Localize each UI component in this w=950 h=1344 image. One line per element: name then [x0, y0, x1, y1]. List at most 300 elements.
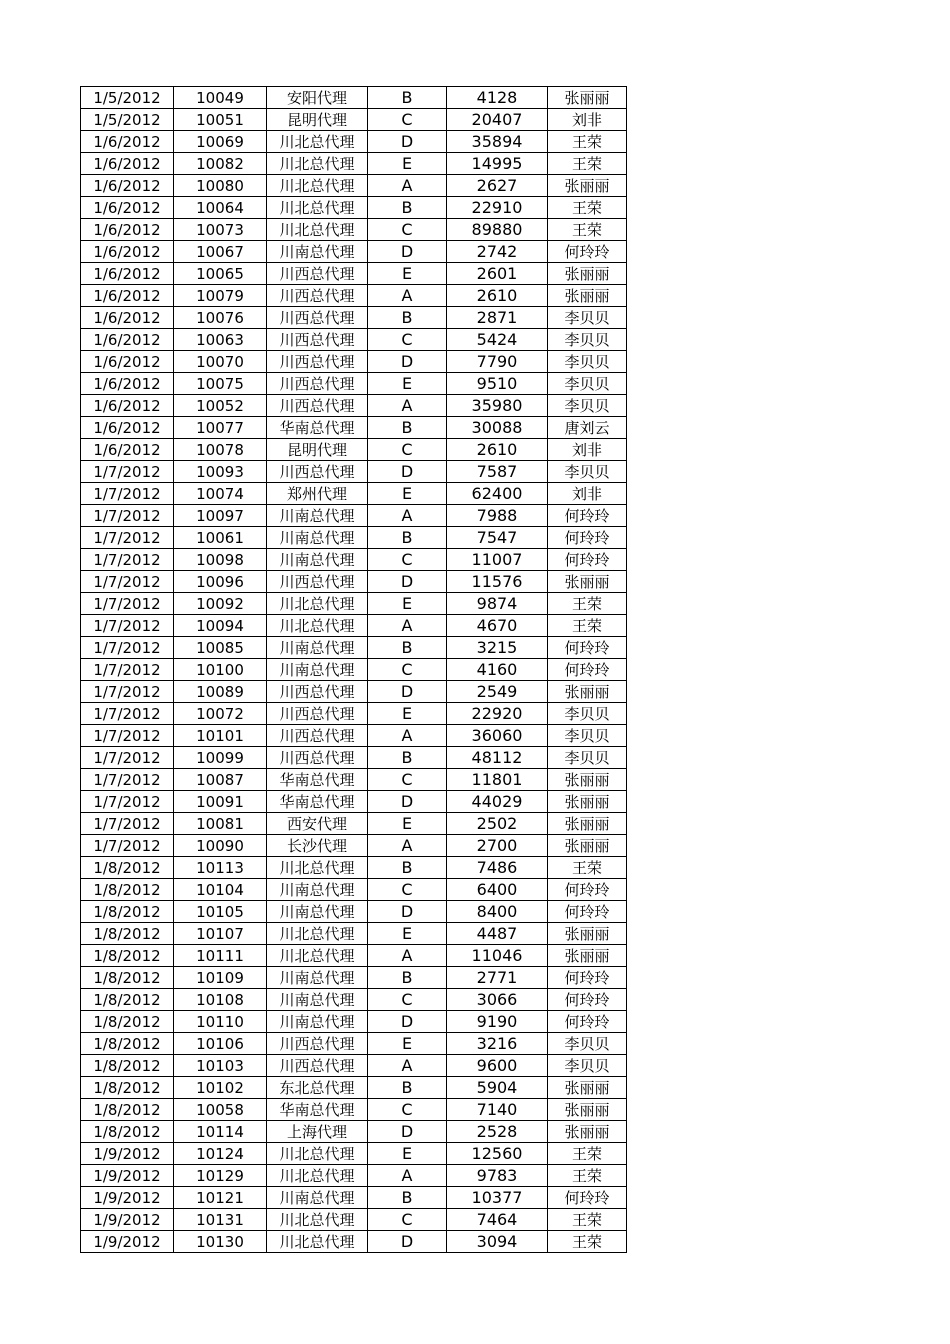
- grade-cell[interactable]: A: [368, 175, 447, 197]
- date-cell[interactable]: 1/8/2012: [81, 1077, 174, 1099]
- date-cell[interactable]: 1/8/2012: [81, 879, 174, 901]
- salesperson-cell[interactable]: 李贝贝: [548, 329, 627, 351]
- agent-cell[interactable]: 昆明代理: [267, 109, 368, 131]
- date-cell[interactable]: 1/9/2012: [81, 1165, 174, 1187]
- salesperson-cell[interactable]: 张丽丽: [548, 1077, 627, 1099]
- date-cell[interactable]: 1/8/2012: [81, 967, 174, 989]
- salesperson-cell[interactable]: 张丽丽: [548, 813, 627, 835]
- salesperson-cell[interactable]: 张丽丽: [548, 681, 627, 703]
- salesperson-cell[interactable]: 何玲玲: [548, 1011, 627, 1033]
- grade-cell[interactable]: E: [368, 373, 447, 395]
- order-id-cell[interactable]: 10087: [174, 769, 267, 791]
- amount-cell[interactable]: 4128: [447, 87, 548, 109]
- amount-cell[interactable]: 3215: [447, 637, 548, 659]
- grade-cell[interactable]: B: [368, 747, 447, 769]
- grade-cell[interactable]: D: [368, 1011, 447, 1033]
- agent-cell[interactable]: 川南总代理: [267, 241, 368, 263]
- agent-cell[interactable]: 上海代理: [267, 1121, 368, 1143]
- amount-cell[interactable]: 14995: [447, 153, 548, 175]
- grade-cell[interactable]: A: [368, 285, 447, 307]
- salesperson-cell[interactable]: 王荣: [548, 1143, 627, 1165]
- amount-cell[interactable]: 2627: [447, 175, 548, 197]
- date-cell[interactable]: 1/6/2012: [81, 417, 174, 439]
- salesperson-cell[interactable]: 张丽丽: [548, 1121, 627, 1143]
- date-cell[interactable]: 1/6/2012: [81, 241, 174, 263]
- order-id-cell[interactable]: 10099: [174, 747, 267, 769]
- amount-cell[interactable]: 2502: [447, 813, 548, 835]
- agent-cell[interactable]: 长沙代理: [267, 835, 368, 857]
- order-id-cell[interactable]: 10102: [174, 1077, 267, 1099]
- date-cell[interactable]: 1/8/2012: [81, 1011, 174, 1033]
- grade-cell[interactable]: E: [368, 703, 447, 725]
- salesperson-cell[interactable]: 张丽丽: [548, 769, 627, 791]
- date-cell[interactable]: 1/7/2012: [81, 725, 174, 747]
- agent-cell[interactable]: 川西总代理: [267, 571, 368, 593]
- salesperson-cell[interactable]: 王荣: [548, 1231, 627, 1253]
- agent-cell[interactable]: 川西总代理: [267, 307, 368, 329]
- amount-cell[interactable]: 36060: [447, 725, 548, 747]
- agent-cell[interactable]: 川西总代理: [267, 395, 368, 417]
- salesperson-cell[interactable]: 王荣: [548, 219, 627, 241]
- amount-cell[interactable]: 9874: [447, 593, 548, 615]
- grade-cell[interactable]: E: [368, 813, 447, 835]
- order-id-cell[interactable]: 10064: [174, 197, 267, 219]
- salesperson-cell[interactable]: 王荣: [548, 1165, 627, 1187]
- agent-cell[interactable]: 川南总代理: [267, 879, 368, 901]
- grade-cell[interactable]: E: [368, 923, 447, 945]
- amount-cell[interactable]: 7464: [447, 1209, 548, 1231]
- salesperson-cell[interactable]: 刘非: [548, 439, 627, 461]
- amount-cell[interactable]: 9190: [447, 1011, 548, 1033]
- grade-cell[interactable]: B: [368, 857, 447, 879]
- grade-cell[interactable]: B: [368, 417, 447, 439]
- date-cell[interactable]: 1/8/2012: [81, 1121, 174, 1143]
- date-cell[interactable]: 1/7/2012: [81, 813, 174, 835]
- agent-cell[interactable]: 川北总代理: [267, 131, 368, 153]
- grade-cell[interactable]: D: [368, 351, 447, 373]
- agent-cell[interactable]: 昆明代理: [267, 439, 368, 461]
- amount-cell[interactable]: 62400: [447, 483, 548, 505]
- grade-cell[interactable]: A: [368, 505, 447, 527]
- order-id-cell[interactable]: 10109: [174, 967, 267, 989]
- order-id-cell[interactable]: 10074: [174, 483, 267, 505]
- grade-cell[interactable]: D: [368, 791, 447, 813]
- date-cell[interactable]: 1/7/2012: [81, 461, 174, 483]
- date-cell[interactable]: 1/9/2012: [81, 1187, 174, 1209]
- date-cell[interactable]: 1/6/2012: [81, 373, 174, 395]
- salesperson-cell[interactable]: 王荣: [548, 197, 627, 219]
- order-id-cell[interactable]: 10101: [174, 725, 267, 747]
- order-id-cell[interactable]: 10077: [174, 417, 267, 439]
- amount-cell[interactable]: 2610: [447, 439, 548, 461]
- order-id-cell[interactable]: 10082: [174, 153, 267, 175]
- salesperson-cell[interactable]: 张丽丽: [548, 835, 627, 857]
- grade-cell[interactable]: D: [368, 461, 447, 483]
- amount-cell[interactable]: 3216: [447, 1033, 548, 1055]
- salesperson-cell[interactable]: 何玲玲: [548, 967, 627, 989]
- salesperson-cell[interactable]: 王荣: [548, 153, 627, 175]
- amount-cell[interactable]: 11801: [447, 769, 548, 791]
- salesperson-cell[interactable]: 刘非: [548, 483, 627, 505]
- agent-cell[interactable]: 川北总代理: [267, 175, 368, 197]
- order-id-cell[interactable]: 10097: [174, 505, 267, 527]
- date-cell[interactable]: 1/6/2012: [81, 175, 174, 197]
- grade-cell[interactable]: D: [368, 241, 447, 263]
- date-cell[interactable]: 1/6/2012: [81, 263, 174, 285]
- amount-cell[interactable]: 9600: [447, 1055, 548, 1077]
- grade-cell[interactable]: E: [368, 593, 447, 615]
- grade-cell[interactable]: C: [368, 769, 447, 791]
- date-cell[interactable]: 1/8/2012: [81, 1033, 174, 1055]
- order-id-cell[interactable]: 10089: [174, 681, 267, 703]
- agent-cell[interactable]: 川南总代理: [267, 967, 368, 989]
- amount-cell[interactable]: 7988: [447, 505, 548, 527]
- amount-cell[interactable]: 2771: [447, 967, 548, 989]
- salesperson-cell[interactable]: 何玲玲: [548, 1187, 627, 1209]
- order-id-cell[interactable]: 10075: [174, 373, 267, 395]
- salesperson-cell[interactable]: 张丽丽: [548, 571, 627, 593]
- agent-cell[interactable]: 川西总代理: [267, 263, 368, 285]
- salesperson-cell[interactable]: 何玲玲: [548, 241, 627, 263]
- order-id-cell[interactable]: 10067: [174, 241, 267, 263]
- order-id-cell[interactable]: 10076: [174, 307, 267, 329]
- agent-cell[interactable]: 川北总代理: [267, 923, 368, 945]
- grade-cell[interactable]: D: [368, 131, 447, 153]
- grade-cell[interactable]: A: [368, 615, 447, 637]
- agent-cell[interactable]: 川北总代理: [267, 219, 368, 241]
- amount-cell[interactable]: 89880: [447, 219, 548, 241]
- amount-cell[interactable]: 35894: [447, 131, 548, 153]
- amount-cell[interactable]: 20407: [447, 109, 548, 131]
- date-cell[interactable]: 1/9/2012: [81, 1209, 174, 1231]
- agent-cell[interactable]: 川西总代理: [267, 373, 368, 395]
- salesperson-cell[interactable]: 张丽丽: [548, 87, 627, 109]
- agent-cell[interactable]: 西安代理: [267, 813, 368, 835]
- amount-cell[interactable]: 48112: [447, 747, 548, 769]
- order-id-cell[interactable]: 10104: [174, 879, 267, 901]
- amount-cell[interactable]: 9783: [447, 1165, 548, 1187]
- amount-cell[interactable]: 11007: [447, 549, 548, 571]
- order-id-cell[interactable]: 10072: [174, 703, 267, 725]
- order-id-cell[interactable]: 10094: [174, 615, 267, 637]
- amount-cell[interactable]: 7140: [447, 1099, 548, 1121]
- order-id-cell[interactable]: 10096: [174, 571, 267, 593]
- order-id-cell[interactable]: 10124: [174, 1143, 267, 1165]
- agent-cell[interactable]: 川西总代理: [267, 703, 368, 725]
- date-cell[interactable]: 1/6/2012: [81, 219, 174, 241]
- agent-cell[interactable]: 川西总代理: [267, 681, 368, 703]
- agent-cell[interactable]: 华南总代理: [267, 791, 368, 813]
- agent-cell[interactable]: 川西总代理: [267, 461, 368, 483]
- grade-cell[interactable]: C: [368, 109, 447, 131]
- salesperson-cell[interactable]: 何玲玲: [548, 505, 627, 527]
- salesperson-cell[interactable]: 何玲玲: [548, 549, 627, 571]
- agent-cell[interactable]: 川南总代理: [267, 901, 368, 923]
- date-cell[interactable]: 1/5/2012: [81, 109, 174, 131]
- date-cell[interactable]: 1/8/2012: [81, 945, 174, 967]
- grade-cell[interactable]: B: [368, 307, 447, 329]
- amount-cell[interactable]: 9510: [447, 373, 548, 395]
- grade-cell[interactable]: B: [368, 197, 447, 219]
- grade-cell[interactable]: A: [368, 395, 447, 417]
- date-cell[interactable]: 1/7/2012: [81, 571, 174, 593]
- agent-cell[interactable]: 川西总代理: [267, 725, 368, 747]
- date-cell[interactable]: 1/8/2012: [81, 901, 174, 923]
- agent-cell[interactable]: 川南总代理: [267, 549, 368, 571]
- agent-cell[interactable]: 川北总代理: [267, 857, 368, 879]
- agent-cell[interactable]: 川北总代理: [267, 153, 368, 175]
- agent-cell[interactable]: 川南总代理: [267, 527, 368, 549]
- salesperson-cell[interactable]: 张丽丽: [548, 923, 627, 945]
- amount-cell[interactable]: 2601: [447, 263, 548, 285]
- salesperson-cell[interactable]: 张丽丽: [548, 1099, 627, 1121]
- order-id-cell[interactable]: 10063: [174, 329, 267, 351]
- amount-cell[interactable]: 22910: [447, 197, 548, 219]
- amount-cell[interactable]: 10377: [447, 1187, 548, 1209]
- date-cell[interactable]: 1/7/2012: [81, 527, 174, 549]
- grade-cell[interactable]: C: [368, 989, 447, 1011]
- agent-cell[interactable]: 川北总代理: [267, 593, 368, 615]
- date-cell[interactable]: 1/9/2012: [81, 1231, 174, 1253]
- order-id-cell[interactable]: 10065: [174, 263, 267, 285]
- order-id-cell[interactable]: 10069: [174, 131, 267, 153]
- grade-cell[interactable]: E: [368, 263, 447, 285]
- salesperson-cell[interactable]: 王荣: [548, 615, 627, 637]
- grade-cell[interactable]: A: [368, 725, 447, 747]
- agent-cell[interactable]: 川北总代理: [267, 1209, 368, 1231]
- agent-cell[interactable]: 川西总代理: [267, 285, 368, 307]
- agent-cell[interactable]: 华南总代理: [267, 417, 368, 439]
- salesperson-cell[interactable]: 李贝贝: [548, 747, 627, 769]
- amount-cell[interactable]: 4487: [447, 923, 548, 945]
- date-cell[interactable]: 1/7/2012: [81, 615, 174, 637]
- date-cell[interactable]: 1/6/2012: [81, 329, 174, 351]
- salesperson-cell[interactable]: 张丽丽: [548, 285, 627, 307]
- amount-cell[interactable]: 3066: [447, 989, 548, 1011]
- amount-cell[interactable]: 11576: [447, 571, 548, 593]
- date-cell[interactable]: 1/7/2012: [81, 659, 174, 681]
- salesperson-cell[interactable]: 张丽丽: [548, 945, 627, 967]
- date-cell[interactable]: 1/7/2012: [81, 769, 174, 791]
- order-id-cell[interactable]: 10121: [174, 1187, 267, 1209]
- salesperson-cell[interactable]: 王荣: [548, 1209, 627, 1231]
- date-cell[interactable]: 1/7/2012: [81, 505, 174, 527]
- order-id-cell[interactable]: 10052: [174, 395, 267, 417]
- agent-cell[interactable]: 川西总代理: [267, 747, 368, 769]
- grade-cell[interactable]: D: [368, 1231, 447, 1253]
- amount-cell[interactable]: 7587: [447, 461, 548, 483]
- grade-cell[interactable]: A: [368, 945, 447, 967]
- amount-cell[interactable]: 22920: [447, 703, 548, 725]
- date-cell[interactable]: 1/8/2012: [81, 989, 174, 1011]
- grade-cell[interactable]: D: [368, 1121, 447, 1143]
- order-id-cell[interactable]: 10113: [174, 857, 267, 879]
- grade-cell[interactable]: A: [368, 835, 447, 857]
- agent-cell[interactable]: 川南总代理: [267, 505, 368, 527]
- order-id-cell[interactable]: 10073: [174, 219, 267, 241]
- order-id-cell[interactable]: 10092: [174, 593, 267, 615]
- amount-cell[interactable]: 2700: [447, 835, 548, 857]
- date-cell[interactable]: 1/8/2012: [81, 923, 174, 945]
- agent-cell[interactable]: 华南总代理: [267, 769, 368, 791]
- amount-cell[interactable]: 5904: [447, 1077, 548, 1099]
- date-cell[interactable]: 1/8/2012: [81, 857, 174, 879]
- amount-cell[interactable]: 7486: [447, 857, 548, 879]
- agent-cell[interactable]: 川西总代理: [267, 1055, 368, 1077]
- salesperson-cell[interactable]: 何玲玲: [548, 659, 627, 681]
- order-id-cell[interactable]: 10070: [174, 351, 267, 373]
- amount-cell[interactable]: 30088: [447, 417, 548, 439]
- date-cell[interactable]: 1/6/2012: [81, 197, 174, 219]
- grade-cell[interactable]: C: [368, 329, 447, 351]
- grade-cell[interactable]: A: [368, 1165, 447, 1187]
- grade-cell[interactable]: E: [368, 153, 447, 175]
- order-id-cell[interactable]: 10093: [174, 461, 267, 483]
- agent-cell[interactable]: 川北总代理: [267, 945, 368, 967]
- date-cell[interactable]: 1/7/2012: [81, 703, 174, 725]
- grade-cell[interactable]: B: [368, 1077, 447, 1099]
- grade-cell[interactable]: E: [368, 1033, 447, 1055]
- grade-cell[interactable]: C: [368, 219, 447, 241]
- amount-cell[interactable]: 2742: [447, 241, 548, 263]
- grade-cell[interactable]: C: [368, 1209, 447, 1231]
- salesperson-cell[interactable]: 王荣: [548, 593, 627, 615]
- date-cell[interactable]: 1/6/2012: [81, 307, 174, 329]
- order-id-cell[interactable]: 10061: [174, 527, 267, 549]
- agent-cell[interactable]: 东北总代理: [267, 1077, 368, 1099]
- amount-cell[interactable]: 2549: [447, 681, 548, 703]
- salesperson-cell[interactable]: 李贝贝: [548, 725, 627, 747]
- order-id-cell[interactable]: 10081: [174, 813, 267, 835]
- salesperson-cell[interactable]: 何玲玲: [548, 879, 627, 901]
- salesperson-cell[interactable]: 张丽丽: [548, 791, 627, 813]
- order-id-cell[interactable]: 10114: [174, 1121, 267, 1143]
- agent-cell[interactable]: 川南总代理: [267, 1011, 368, 1033]
- amount-cell[interactable]: 7790: [447, 351, 548, 373]
- date-cell[interactable]: 1/7/2012: [81, 637, 174, 659]
- date-cell[interactable]: 1/7/2012: [81, 747, 174, 769]
- salesperson-cell[interactable]: 刘非: [548, 109, 627, 131]
- salesperson-cell[interactable]: 李贝贝: [548, 395, 627, 417]
- order-id-cell[interactable]: 10098: [174, 549, 267, 571]
- date-cell[interactable]: 1/5/2012: [81, 87, 174, 109]
- date-cell[interactable]: 1/6/2012: [81, 285, 174, 307]
- grade-cell[interactable]: C: [368, 659, 447, 681]
- agent-cell[interactable]: 川西总代理: [267, 1033, 368, 1055]
- order-id-cell[interactable]: 10105: [174, 901, 267, 923]
- amount-cell[interactable]: 4670: [447, 615, 548, 637]
- amount-cell[interactable]: 8400: [447, 901, 548, 923]
- grade-cell[interactable]: E: [368, 483, 447, 505]
- agent-cell[interactable]: 川北总代理: [267, 1143, 368, 1165]
- grade-cell[interactable]: B: [368, 1187, 447, 1209]
- order-id-cell[interactable]: 10106: [174, 1033, 267, 1055]
- date-cell[interactable]: 1/7/2012: [81, 681, 174, 703]
- amount-cell[interactable]: 2528: [447, 1121, 548, 1143]
- agent-cell[interactable]: 华南总代理: [267, 1099, 368, 1121]
- amount-cell[interactable]: 44029: [447, 791, 548, 813]
- amount-cell[interactable]: 6400: [447, 879, 548, 901]
- date-cell[interactable]: 1/6/2012: [81, 395, 174, 417]
- date-cell[interactable]: 1/7/2012: [81, 483, 174, 505]
- date-cell[interactable]: 1/7/2012: [81, 593, 174, 615]
- salesperson-cell[interactable]: 李贝贝: [548, 373, 627, 395]
- order-id-cell[interactable]: 10085: [174, 637, 267, 659]
- grade-cell[interactable]: A: [368, 1055, 447, 1077]
- salesperson-cell[interactable]: 张丽丽: [548, 263, 627, 285]
- order-id-cell[interactable]: 10058: [174, 1099, 267, 1121]
- salesperson-cell[interactable]: 李贝贝: [548, 1033, 627, 1055]
- order-id-cell[interactable]: 10090: [174, 835, 267, 857]
- date-cell[interactable]: 1/6/2012: [81, 153, 174, 175]
- salesperson-cell[interactable]: 李贝贝: [548, 1055, 627, 1077]
- salesperson-cell[interactable]: 何玲玲: [548, 989, 627, 1011]
- agent-cell[interactable]: 川北总代理: [267, 1231, 368, 1253]
- salesperson-cell[interactable]: 何玲玲: [548, 527, 627, 549]
- amount-cell[interactable]: 7547: [447, 527, 548, 549]
- salesperson-cell[interactable]: 李贝贝: [548, 307, 627, 329]
- agent-cell[interactable]: 川南总代理: [267, 989, 368, 1011]
- agent-cell[interactable]: 川北总代理: [267, 615, 368, 637]
- order-id-cell[interactable]: 10107: [174, 923, 267, 945]
- grade-cell[interactable]: D: [368, 901, 447, 923]
- grade-cell[interactable]: E: [368, 1143, 447, 1165]
- amount-cell[interactable]: 11046: [447, 945, 548, 967]
- salesperson-cell[interactable]: 何玲玲: [548, 901, 627, 923]
- agent-cell[interactable]: 郑州代理: [267, 483, 368, 505]
- order-id-cell[interactable]: 10131: [174, 1209, 267, 1231]
- date-cell[interactable]: 1/9/2012: [81, 1143, 174, 1165]
- grade-cell[interactable]: C: [368, 1099, 447, 1121]
- order-id-cell[interactable]: 10108: [174, 989, 267, 1011]
- salesperson-cell[interactable]: 张丽丽: [548, 175, 627, 197]
- date-cell[interactable]: 1/6/2012: [81, 351, 174, 373]
- date-cell[interactable]: 1/6/2012: [81, 439, 174, 461]
- grade-cell[interactable]: D: [368, 681, 447, 703]
- grade-cell[interactable]: C: [368, 879, 447, 901]
- grade-cell[interactable]: B: [368, 87, 447, 109]
- grade-cell[interactable]: D: [368, 571, 447, 593]
- order-id-cell[interactable]: 10091: [174, 791, 267, 813]
- order-id-cell[interactable]: 10130: [174, 1231, 267, 1253]
- amount-cell[interactable]: 12560: [447, 1143, 548, 1165]
- salesperson-cell[interactable]: 李贝贝: [548, 703, 627, 725]
- grade-cell[interactable]: B: [368, 967, 447, 989]
- order-id-cell[interactable]: 10078: [174, 439, 267, 461]
- agent-cell[interactable]: 川西总代理: [267, 351, 368, 373]
- salesperson-cell[interactable]: 李贝贝: [548, 351, 627, 373]
- amount-cell[interactable]: 4160: [447, 659, 548, 681]
- salesperson-cell[interactable]: 唐刘云: [548, 417, 627, 439]
- amount-cell[interactable]: 2871: [447, 307, 548, 329]
- date-cell[interactable]: 1/8/2012: [81, 1099, 174, 1121]
- order-id-cell[interactable]: 10129: [174, 1165, 267, 1187]
- order-id-cell[interactable]: 10100: [174, 659, 267, 681]
- date-cell[interactable]: 1/6/2012: [81, 131, 174, 153]
- order-id-cell[interactable]: 10103: [174, 1055, 267, 1077]
- order-id-cell[interactable]: 10080: [174, 175, 267, 197]
- agent-cell[interactable]: 川北总代理: [267, 1165, 368, 1187]
- date-cell[interactable]: 1/7/2012: [81, 549, 174, 571]
- grade-cell[interactable]: C: [368, 549, 447, 571]
- agent-cell[interactable]: 川南总代理: [267, 1187, 368, 1209]
- amount-cell[interactable]: 5424: [447, 329, 548, 351]
- grade-cell[interactable]: B: [368, 637, 447, 659]
- amount-cell[interactable]: 3094: [447, 1231, 548, 1253]
- agent-cell[interactable]: 川南总代理: [267, 637, 368, 659]
- salesperson-cell[interactable]: 何玲玲: [548, 637, 627, 659]
- agent-cell[interactable]: 川西总代理: [267, 329, 368, 351]
